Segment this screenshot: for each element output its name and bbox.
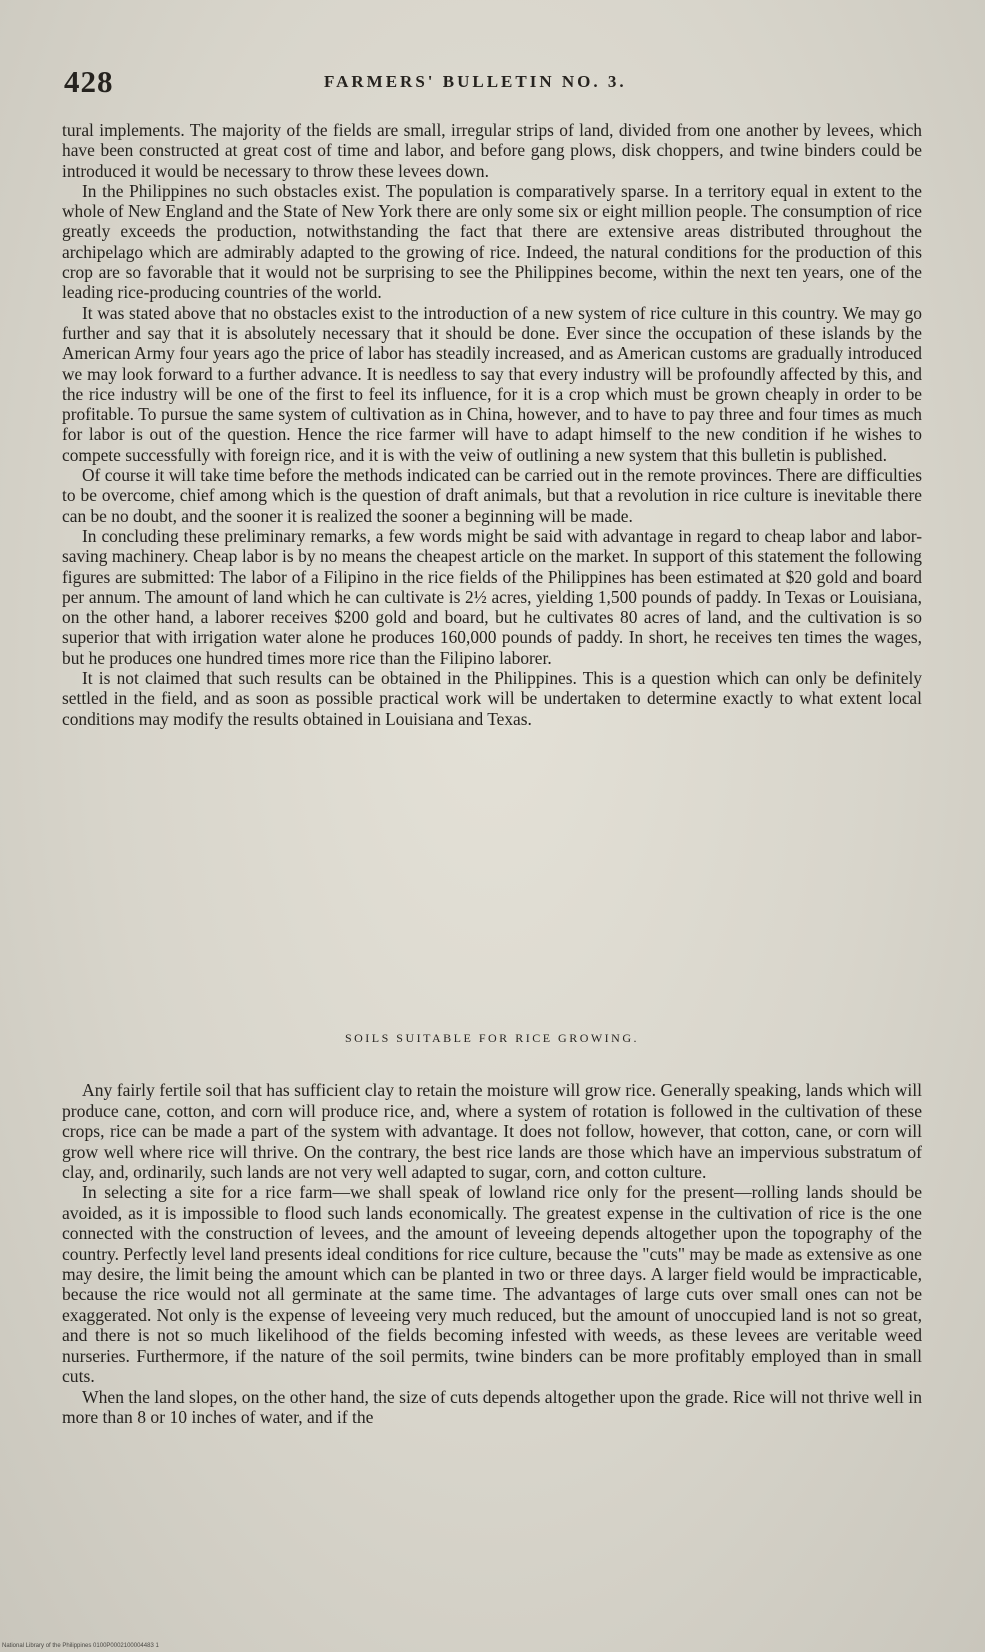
paragraph-continued: tural implements. The majority of the fields are small, irregular strips of land, divided from one another by levees, which have been constructed at great cost of time and labor, and before gang plows, disk choppers, and twine binders could be introduced it would be necessary to throw these levees down. bbox=[62, 120, 922, 181]
bulletin-title: FARMERS' BULLETIN NO. 3. bbox=[324, 72, 627, 91]
section-body bbox=[62, 1028, 922, 1427]
paragraph: It is not claimed that such results can be obtained in the Philippines. This is a question which can only be definitely settled in the field, and as soon as possible practical work will be undertaken to determine exactly to what extent local conditions may modify the results obtained in Louisiana and Texas. bbox=[62, 668, 922, 729]
section-heading: SOILS SUITABLE FOR RICE GROWING. bbox=[344, 1031, 640, 1045]
running-head bbox=[64, 64, 924, 104]
paragraph: It was stated above that no obstacles exist to the introduction of a new system of rice culture in this country. We may go further and say that it is absolutely necessary that it should be done. Ever since the occupation of these islands by the American Army four years ago the price of labor has steadily increased, and as American customs are gradually introduced we may look forward to a further advance. It is needless to say that every industry will be profoundly affected by this, and the rice industry will be one of the first to feel its influence, for it is a crop which must be grown cheaply in order to be profitable. To pursue the same system of cultivation as in China, however, and to have to pay three and four times as much for labor is out of the question. Hence the rice farmer will have to adapt himself to the new condition if he wishes to compete successfully with foreign rice, and it is with the veiw of outlining a new system that this bulletin is published. bbox=[62, 302, 922, 465]
paragraph: In selecting a site for a rice farm—we shall speak of lowland rice only for the present—rolling lands should be avoided, as it is impossible to flood such lands economically. The greatest expense in the cultivation of rice is the one connected with the construction of levees, and the amount of leveeing depends altogether upon the topography of the country. Perfectly level land presents ideal conditions for rice culture, because the "cuts" may be made as extensive as one may desire, the limit being the amount which can be planted in two or three days. A larger field would be impracticable, because the rice would not all germinate at the same time. The advantages of large cuts over small ones can not be exaggerated. Not only is the expense of leveeing very much reduced, but the amount of unoccupied land is not so great, and there is not so much likelihood of the fields becoming infested with weeds, as these levees are veritable weed nurseries. Furthermore, if the nature of the soil permits, twine binders can be more profitably employed than in small cuts. bbox=[62, 1182, 922, 1387]
paragraph: Any fairly fertile soil that has sufficient clay to retain the moisture will grow rice. Generally speaking, lands which will produce cane, cotton, and corn will produce rice, and, where a system of rotation is followed in the cultivation of these crops, rice can be made a part of the system with advantage. It does not follow, however, that cotton, cane, or corn will grow well where rice will thrive. On the contrary, the best rice lands are those which have an impervious substratum of clay, and, ordinarily, such lands are not very well adapted to sugar, corn, and cotton culture. bbox=[62, 1080, 922, 1183]
library-footer: National Library of the Philippines 0100P0002100004483 1 bbox=[2, 1643, 159, 1649]
page-number: 428 bbox=[64, 64, 114, 99]
paragraph: Of course it will take time before the methods indicated can be carried out in the remote provinces. There are difficulties to be overcome, chief among which is the question of draft animals, but that a revolution in rice culture is inevitable there can be no doubt, and the sooner it is realized the sooner a beginning will be made. bbox=[62, 465, 922, 526]
paragraph: When the land slopes, on the other hand, the size of cuts depends altogether upon the grade. Rice will not thrive well in more than 8 or 10 inches of water, and if the bbox=[62, 1386, 922, 1427]
paragraph: In concluding these preliminary remarks, a few words might be said with advantage in regard to cheap labor and labor-saving machinery. Cheap labor is by no means the cheapest article on the market. In support of this statement the following figures are submitted: The labor of a Filipino in the rice fields of the Philippines has been estimated at $20 gold and board per annum. The amount of land which he can cultivate is 2½ acres, yielding 1,500 pounds of paddy. In Texas or Louisiana, on the other hand, a laborer receives $200 gold and board, but he cultivates 80 acres of land, and the cultivation is so superior that with irrigation water alone he produces 160,000 pounds of paddy. In short, he receives ten times the wages, but he produces one hundred times more rice than the Filipino laborer. bbox=[62, 525, 922, 668]
body-text bbox=[62, 120, 922, 729]
paragraph: In the Philippines no such obstacles exist. The population is comparatively sparse. In a territory equal in extent to the whole of New England and the State of New York there are only some six or eight million people. The consumption of rice greatly exceeds the production, notwithstanding the fact that there are extensive areas distributed throughout the archipelago which are admirably adapted to the growing of rice. Indeed, the natural conditions for the production of this crop are so favorable that it would not be surprising to see the Philippines become, within the next ten years, one of the leading rice-producing countries of the world. bbox=[62, 180, 922, 303]
